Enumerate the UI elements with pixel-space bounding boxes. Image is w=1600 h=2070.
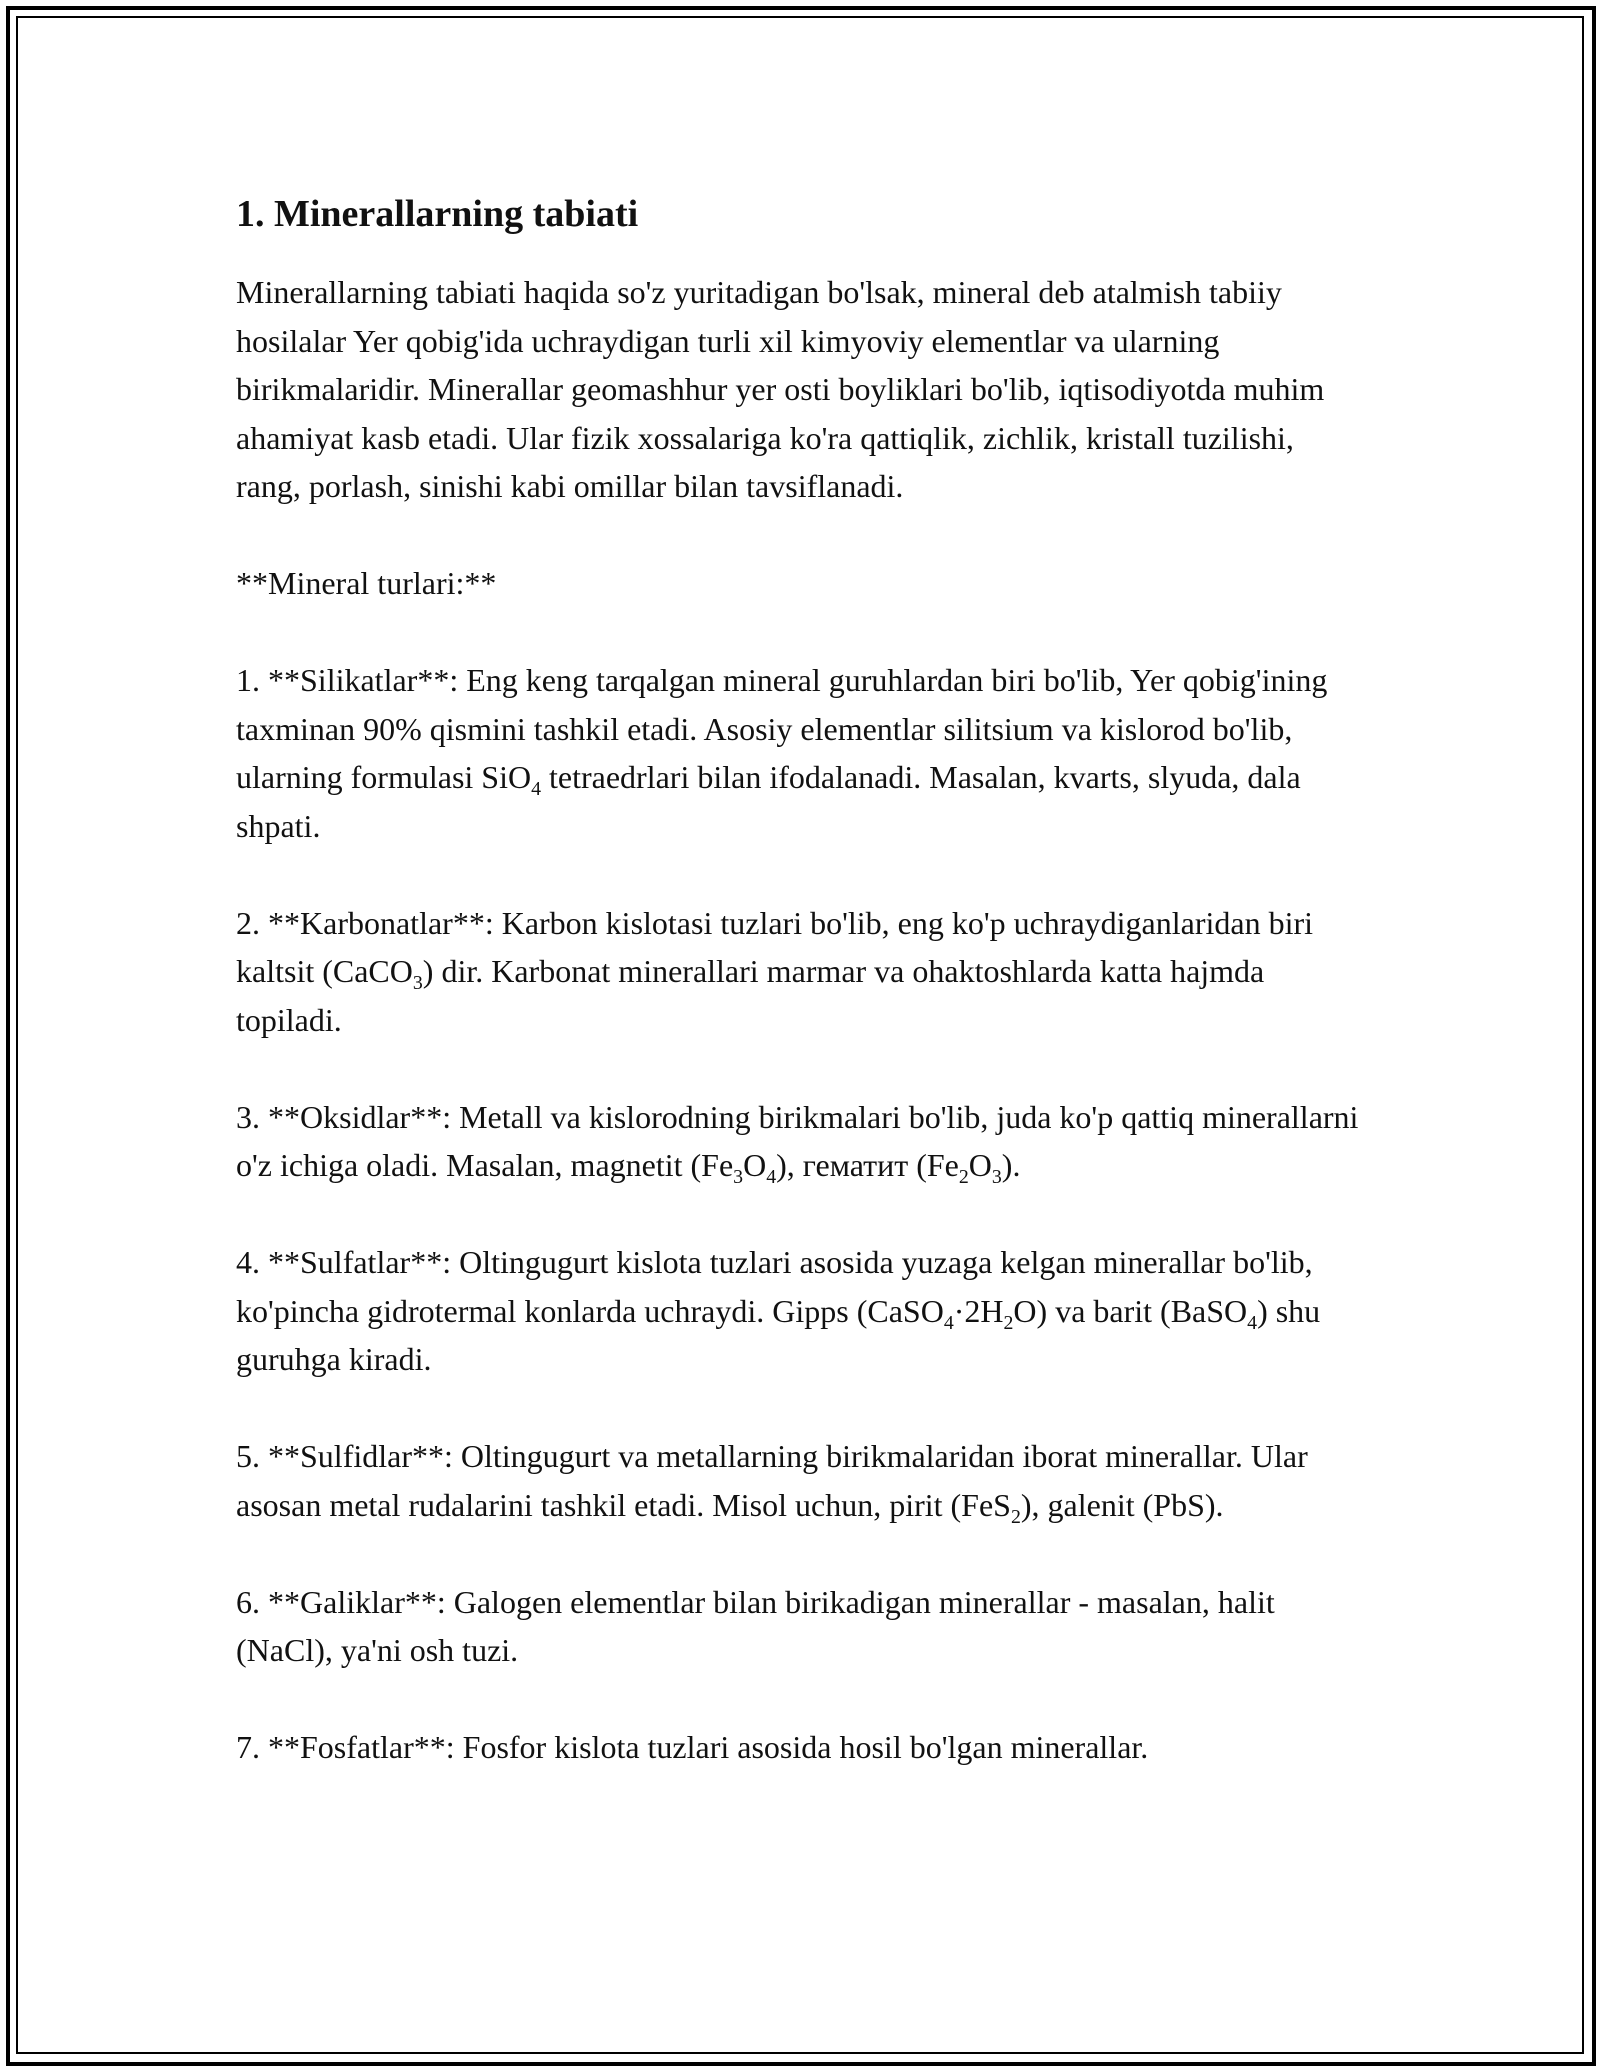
paragraph-gap: [236, 850, 1366, 899]
list-item-oksidlar: 3. **Oksidlar**: Metall va kislorodning birikmalari bo'lib, juda ko'p qattiq minerallarni o'z ichiga oladi. Masalan, magnetit $(Fe_3O_4)$, гематит $(Fe_2O_3)$.: [236, 1098, 1367, 1188]
paragraph-gap: [236, 1529, 1366, 1578]
list-item-karbonatlar: 2. **Karbonatlar**: Karbon kislotasi tuzlari bo'lib, eng ko'p uchraydiganlaridan biri kaltsit (CaCO$_3$) dir. Karbonat minerallari marmar va ohaktoshlarda katta hajmda topiladi.: [236, 904, 1322, 1038]
paragraph-gap: [236, 1044, 1366, 1093]
list-item-silikatlar: 1. **Silikatlar**: Eng keng tarqalgan mineral guruhlardan biri bo'lib, Yer qobig'ining taxminan 90% qismini tashkil etadi. Asosiy elementlar silitsium va kislorod bo'lib, ularning formulasi SiO$_4$ tetraedrlari bilan ifodalanadi. Masalan, kvarts, slyuda, dala shpati.: [236, 662, 1336, 844]
list-item-galiklar: 6. **Galiklar**: Galogen elementlar bilan birikadigan minerallar - masalan, halit (NaCl), ya'ni osh tuzi.: [236, 1583, 1283, 1668]
paragraph-gap: [236, 1675, 1366, 1724]
list-item-sulfidlar: 5. **Sulfidlar**: Oltingugurt va metallarning birikmalaridan iborat minerallar. Ular asosan metal rudalarini tashkil etadi. Misol uchun, pirit (FeS$_2$), galenit (PbS).: [236, 1438, 1316, 1528]
document-body: [236, 186, 1366, 1772]
section-heading: 1. Minerallarning tabiati: [236, 193, 639, 235]
list-item-fosfatlar: 7. **Fosfatlar**: Fosfor kislota tuzlari asosida hosil bo'lgan minerallar.: [236, 1729, 1149, 1765]
mineral-types-heading: **Mineral turlari:**: [236, 565, 497, 601]
paragraph-gap: [236, 608, 1366, 657]
paragraph-gap: [236, 1190, 1366, 1239]
intro-paragraph: Minerallarning tabiati haqida so'z yuritadigan bo'lsak, mineral deb atalmish tabiiy hosilalar Yer qobig'ida uchraydigan turli xil kimyoviy elementlar va ularning birikmalaridir. Minerallar geomashhur yer osti boyliklari bo'lib, iqtisodiyotda muhim ahamiyat kasb etadi. Ular fizik xossalariga ko'ra qattiqlik, zichlik, kristall tuzilishi, rang, porlash, sinishi kabi omillar bilan tavsiflanadi.: [236, 274, 1333, 504]
paragraph-gap: [236, 511, 1366, 560]
paragraph-gap: [236, 1384, 1366, 1433]
list-item-sulfatlar: 4. **Sulfatlar**: Oltingugurt kislota tuzlari asosida yuzaga kelgan minerallar bo'lib, ko'pincha gidrotermal konlarda uchraydi. Gipps $(CaSO_4\cdot 2H_2O)$ va barit (BaSO$_4$) shu guruhga kiradi.: [236, 1244, 1329, 1377]
